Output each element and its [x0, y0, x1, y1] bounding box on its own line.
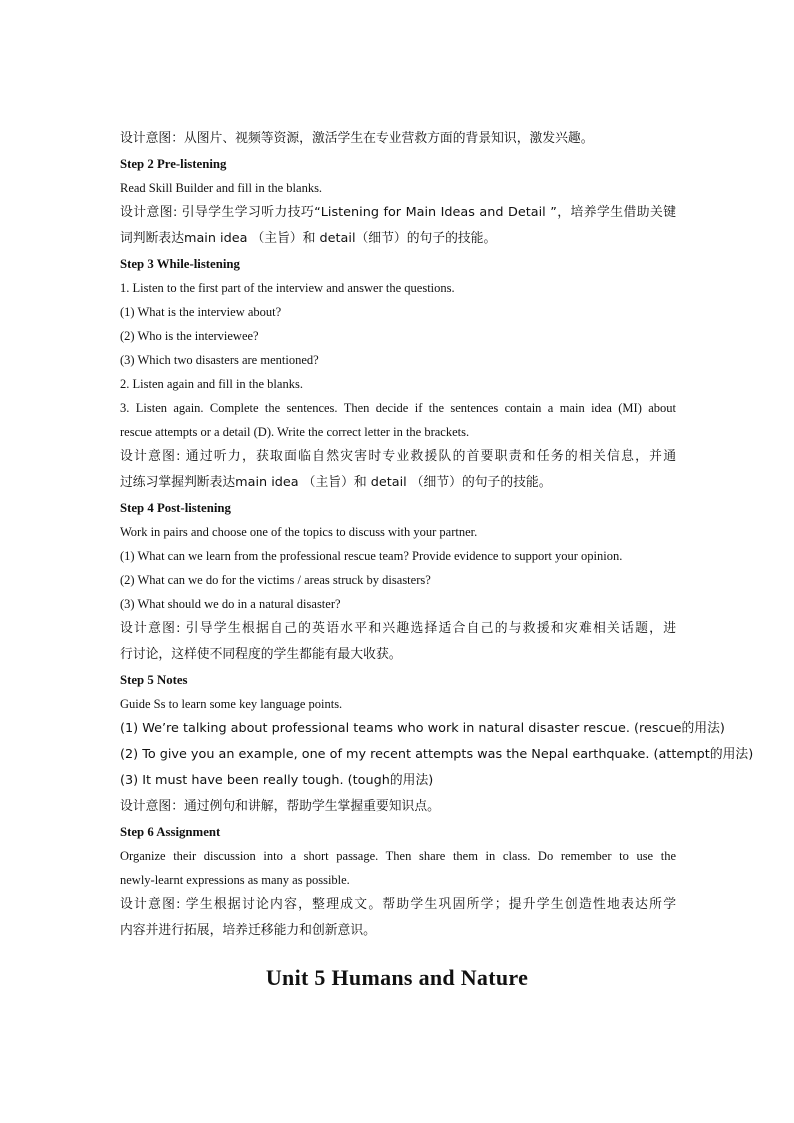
text-line: Guide Ss to learn some key language points. — [120, 697, 343, 711]
text-line: (3) Which two disasters are mentioned? — [120, 353, 319, 367]
design-note-line: (1) We’re talking about professional teams who work in natural disaster rescue. (rescue的用法) — [120, 721, 725, 736]
text-line: (2) Who is the interviewee? — [120, 329, 259, 343]
step-heading: Step 2 Pre-listening — [120, 157, 227, 171]
design-note-line: 行讨论，这样使不同程度的学生都能有最大收获。 — [120, 647, 402, 662]
design-note-line: 设计意图：通过例句和讲解，帮助学生掌握重要知识点。 — [120, 799, 440, 814]
design-note-line: 设计意图: 引导学生根据自己的英语水平和兴趣选择适合自己的与救援和灾难相关话题，进 — [120, 621, 676, 636]
design-note-line: (3) It must have been really tough. (tough的用法) — [120, 773, 434, 788]
design-note-line: 设计意图: 学生根据讨论内容，整理成文。帮助学生巩固所学；提升学生创造性地表达所学 — [120, 897, 676, 912]
text-line: rescue attempts or a detail (D). Write the correct letter in the brackets. — [120, 425, 470, 439]
step-heading: Step 4 Post-listening — [120, 501, 231, 515]
design-note-line: (2) To give you an example, one of my recent attempts was the Nepal earthquake. (attempt的用法) — [120, 747, 754, 762]
text-line: (2) What can we do for the victims / areas struck by disasters? — [120, 573, 431, 587]
step-heading: Step 3 While-listening — [120, 257, 240, 271]
design-note-line: 内容并进行拓展，培养迁移能力和创新意识。 — [120, 923, 376, 938]
text-line: Organize their discussion into a short passage. Then share them in class. Do remember to use the — [120, 849, 676, 863]
text-line: 2. Listen again and fill in the blanks. — [120, 377, 303, 391]
text-line: newly-learnt expressions as many as possible. — [120, 873, 350, 887]
design-note-line: 设计意图：从图片、视频等资源，激活学生在专业营救方面的背景知识，激发兴趣。 — [120, 131, 594, 146]
lesson-body — [120, 126, 754, 944]
text-line: (1) What can we learn from the professional rescue team? Provide evidence to support your opinion. — [120, 549, 623, 563]
text-line: Read Skill Builder and fill in the blanks. — [120, 181, 323, 195]
design-note-line: 过练习掌握判断表达main idea （主旨）和 detail （细节）的句子的技能。 — [120, 475, 552, 490]
text-line: Work in pairs and choose one of the topics to discuss with your partner. — [120, 525, 478, 539]
design-note-line: 设计意图: 通过听力，获取面临自然灾害时专业救援队的首要职责和任务的相关信息，并通 — [120, 449, 676, 464]
step-heading: Step 5 Notes — [120, 673, 188, 687]
unit-title: Unit 5 Humans and Nature — [265, 965, 529, 990]
design-note-line: 设计意图: 引导学生学习听力技巧“Listening for Main Ideas and Detail ”，培养学生借助关键 — [120, 205, 676, 220]
text-line: 3. Listen again. Complete the sentences. Then decide if the sentences contain a main idea (MI) about — [120, 401, 676, 415]
text-line: (1) What is the interview about? — [120, 305, 282, 319]
step-heading: Step 6 Assignment — [120, 825, 221, 839]
text-line: (3) What should we do in a natural disaster? — [120, 597, 341, 611]
text-line: 1. Listen to the first part of the interview and answer the questions. — [120, 281, 455, 295]
design-note-line: 词判断表达main idea （主旨）和 detail（细节）的句子的技能。 — [120, 231, 497, 246]
